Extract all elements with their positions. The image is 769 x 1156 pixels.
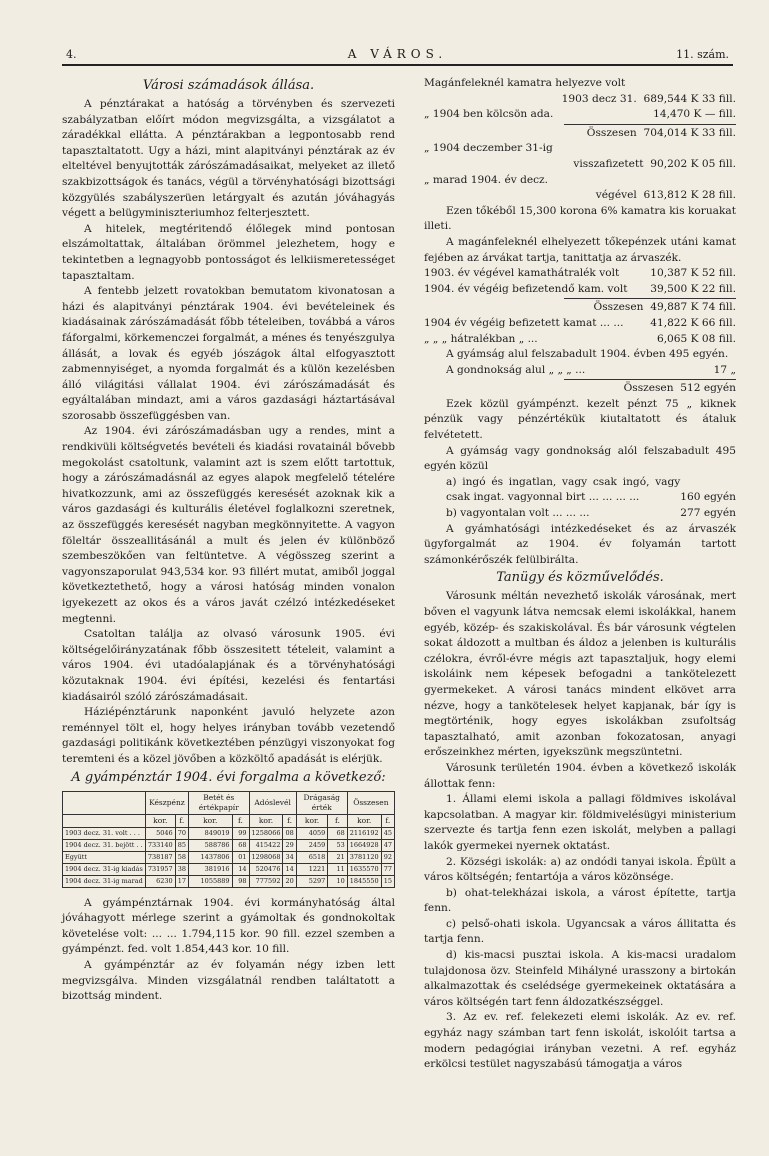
table-cell: 38 bbox=[175, 863, 188, 875]
table-cell: 15 bbox=[381, 875, 394, 887]
row-label: 1904 decz. 31-ig marad bbox=[63, 875, 146, 887]
sum-rule bbox=[564, 124, 736, 125]
paragraph: A pénztárakat a hatóság a törvényben és szervezeti szabályzatban előírt módon megvizsgálta, a vizsgálatot a záradékkal ellátta. A pénztárakban a legpontosabb rend tapasztaltatott. Ugy a házi, mint alapitványi pénztárak az év elteltével benyujtották zárószámadásaikat, melyeket az illető szakbizottságok és tanács, végül a törvényhatósági bizottsági közgyülés szabályszerüen letárgyalt és azután jóváhagyás végett a belügyminiszteriumhoz felterjesztett. bbox=[62, 98, 395, 220]
row-label: Együtt bbox=[63, 851, 146, 863]
table-row bbox=[63, 839, 395, 851]
ledger-amount: 41,822 K 66 fill. bbox=[650, 316, 736, 329]
ledger-line bbox=[424, 266, 736, 282]
row-label: 1903 decz. 31. volt . . . bbox=[63, 827, 146, 839]
table-row bbox=[63, 875, 395, 887]
table-cell: 53 bbox=[328, 839, 347, 851]
table-cell: 1437806 bbox=[188, 851, 232, 863]
paragraph: A gyámpénztárnak 1904. évi kormányhatóság által jóváhagyott mérlege szerint a gyámoltak és gondnokoltak követelése volt: ... ... 1.794,115 kor. 90 fill. ezzel szemben a gyámpénzt. fed. volt 1.854,443 kor. 10 fill. bbox=[62, 896, 395, 956]
ledger-label: Összesen bbox=[593, 301, 644, 314]
table-cell: 1258066 bbox=[249, 827, 283, 839]
unit-header: kor. bbox=[249, 814, 283, 827]
table-cell: 98 bbox=[232, 875, 249, 887]
school-entry: 2. Községi iskolák: a) az ondódi tanyai iskola. Épült a város költségén; fentartója a város közönsége. bbox=[424, 855, 736, 884]
table-row bbox=[63, 863, 395, 875]
table-cell: 733140 bbox=[145, 839, 175, 851]
ledger-label: 1903 decz 31. bbox=[561, 92, 637, 105]
table-cell: 6518 bbox=[296, 851, 328, 863]
table-cell: 1298068 bbox=[249, 851, 283, 863]
paragraph: Ezek közül gyámpénzt. kezelt pénzt 75 „ kiknek pénzük vagy pénzértékük kiutaltatott és átaluk felvétetett. bbox=[424, 397, 736, 442]
table-cell: 92 bbox=[381, 851, 394, 863]
paragraph: A magánfeleknél elhelyezett tőkepénzek utáni kamat fejében az árvákat tartja, tanittatja az árvaszék. bbox=[424, 235, 736, 264]
table-cell: 1221 bbox=[296, 863, 328, 875]
table-cell: 777592 bbox=[249, 875, 283, 887]
list-item bbox=[424, 506, 736, 522]
unit-header: f. bbox=[232, 814, 249, 827]
table-cell: 17 bbox=[175, 875, 188, 887]
table-cell: 1635570 bbox=[347, 863, 381, 875]
table-header: Összesen bbox=[347, 791, 394, 814]
ledger-line bbox=[424, 92, 736, 108]
paragraph: Városunk területén 1904. évben a következő iskolák állottak fenn: bbox=[424, 761, 736, 790]
ledger-line bbox=[424, 107, 736, 123]
ledger-line bbox=[424, 126, 736, 142]
ledger-label: 1904. év végéig befizetendő kam. volt bbox=[424, 282, 628, 295]
table-cell: 14 bbox=[283, 863, 296, 875]
unit-header: f. bbox=[283, 814, 296, 827]
right-column bbox=[424, 76, 736, 1073]
table-cell: 20 bbox=[283, 875, 296, 887]
row-label: 1904 decz. 31-ig kiadás bbox=[63, 863, 146, 875]
table-cell: 381916 bbox=[188, 863, 232, 875]
paragraph: Háziépénztárunk naponként javuló helyzete azon reménnyel tölt el, hogy helyes irányban tovább vezetendő gazdasági politikánk következtében pénzügyi viszonyokat fog teremteni és a közel jövőben a közköltő apadását is elérjük. bbox=[62, 706, 395, 765]
table-cell: 68 bbox=[328, 827, 347, 839]
table-cell: 5297 bbox=[296, 875, 328, 887]
ledger-amount: 49,887 K 74 fill. bbox=[650, 301, 736, 314]
table-cell: 01 bbox=[232, 851, 249, 863]
paragraph: A gyámhatósági intézkedéseket és az árvaszék ügyforgalmát az 1904. év folyamán tartott számonkérőszék felülbirálta. bbox=[424, 522, 736, 566]
table-cell: 70 bbox=[175, 827, 188, 839]
table-cell: 47 bbox=[381, 839, 394, 851]
ledger-label: Összesen bbox=[623, 382, 674, 395]
paragraph: A hitelek, megtéritendő élőlegek mind pontosan elszámoltattak, általában örömmel jelezhetem, hogy e tekintetben a legnagyobb pontosságot és lelkiismeretességet tapasztaltam. bbox=[62, 222, 395, 282]
table-cell: 1845550 bbox=[347, 875, 381, 887]
ledger-label: végével bbox=[595, 189, 637, 202]
ledger-amount: 689,544 K 33 fill. bbox=[643, 92, 736, 105]
unit-header: f. bbox=[175, 814, 188, 827]
unit-header: kor. bbox=[296, 814, 328, 827]
table-row bbox=[63, 851, 395, 863]
issue-number: 11. szám. bbox=[676, 48, 729, 61]
unit-header: f. bbox=[381, 814, 394, 827]
ledger-amount: 39,500 K 22 fill. bbox=[650, 282, 736, 295]
ledger-amount: 90,202 K 05 fill. bbox=[650, 157, 736, 170]
ledger-amount: 704,014 K 33 fill. bbox=[643, 126, 736, 139]
ledger-line bbox=[424, 381, 736, 397]
ledger-label: „ 1904 ben kölcsön ada. bbox=[424, 108, 554, 121]
guardianship-fund-table bbox=[62, 791, 395, 888]
ledger-amount: 17 „ bbox=[713, 363, 736, 376]
table-cell: 3781120 bbox=[347, 851, 381, 863]
section-heading-accounts: Városi számadások állása. bbox=[142, 78, 315, 93]
school-entry: b) ohat-telekházai iskola, a várost építette, tartja fenn. bbox=[424, 886, 736, 915]
sum-rule bbox=[564, 379, 736, 380]
table-cell: 5046 bbox=[145, 827, 175, 839]
table-cell: 29 bbox=[283, 839, 296, 851]
table-cell: 4059 bbox=[296, 827, 328, 839]
ledger-line bbox=[424, 316, 736, 332]
table-header: Betét és értékpapír bbox=[188, 791, 249, 814]
table-cell: 588786 bbox=[188, 839, 232, 851]
page-number: 4. bbox=[66, 48, 77, 61]
table-cell: 77 bbox=[381, 863, 394, 875]
table-header: Adóslevél bbox=[249, 791, 296, 814]
list-item-label: b) vagyontalan volt ... ... ... bbox=[446, 507, 590, 520]
table-cell: 58 bbox=[175, 851, 188, 863]
sum-rule bbox=[564, 298, 736, 299]
text-line: „ 1904 deczember 31-ig bbox=[424, 142, 553, 155]
ledger-label: 1904 év végéig befizetett kamat ... ... bbox=[424, 316, 624, 329]
table-corner bbox=[63, 814, 146, 827]
table-cell: 45 bbox=[381, 827, 394, 839]
unit-header: kor. bbox=[347, 814, 381, 827]
table-cell: 14 bbox=[232, 863, 249, 875]
ledger-line bbox=[424, 188, 736, 204]
table-cell: 21 bbox=[328, 851, 347, 863]
table-cell: 08 bbox=[283, 827, 296, 839]
unit-header: f. bbox=[328, 814, 347, 827]
paragraph: A fentebb jelzett rovatokban bemutatom kivonatosan a házi és alapitványi pénztárak 1904. évi bevételeinek és kiadásainak zárószámadását főbb tételeiben, továbbá a város fáforgalmi, körkemenczei forgalmát, a ménes és tenyészgulya állását, a lovak és egyéb jószágok által elfogyasztott zabmennyiséget, a nyomda forgalmát és a külön kezelésben álló világitási vállalat 1904. évi zárószámadását és egyáltalában mindazt, ami a város gazdasági háztartásával szorosabb összefüggésben van. bbox=[62, 285, 395, 422]
table-cell: 1664928 bbox=[347, 839, 381, 851]
table-body bbox=[63, 827, 395, 887]
table-cell: 11 bbox=[328, 863, 347, 875]
ledger-amount: 14,470 K — fill. bbox=[653, 108, 736, 121]
list-item-amount: 160 egyén bbox=[680, 491, 736, 504]
table-cell: 34 bbox=[283, 851, 296, 863]
table-cell: 2116192 bbox=[347, 827, 381, 839]
school-entry: c) pelső-ohati iskola. Ugyancsak a város állitatta és tartja fenn. bbox=[424, 917, 736, 946]
text-line: A gyámság alul felszabadult 1904. évben 495 egyén. bbox=[446, 348, 729, 361]
ledger-line bbox=[424, 332, 736, 348]
ledger-amount: 613,812 K 28 fill. bbox=[643, 189, 736, 202]
school-entry: d) kis-macsi pusztai iskola. A kis-macsi uradalom tulajdonosa özv. Steinfeld Mihályné urasszony a birtokán alkalmazottak és cselédsége gyermekeinek oktatására a város költségén tart fenn áldozatkészséggel. bbox=[424, 949, 736, 1008]
row-label: 1904 decz. 31. bejött . . bbox=[63, 839, 146, 851]
ledger-line bbox=[424, 300, 736, 316]
ledger-label: A gondnokság alul „ „ „ ... bbox=[446, 363, 586, 376]
table-cell: 415422 bbox=[249, 839, 283, 851]
section-heading-guardianship: A gyámpénztár 1904. évi forgalma a következő: bbox=[71, 769, 386, 785]
paragraph: A gyámpénztár az év folyamán négy izben lett megvizsgálva. Minden vizsgálatnál rendben találtatott a bizottság mindent. bbox=[62, 958, 395, 1003]
ledger-label: Összesen bbox=[586, 126, 637, 139]
newspaper-title: A VÁROS. bbox=[347, 47, 448, 61]
ledger-label: „ „ „ hátralékban „ ... bbox=[424, 332, 538, 345]
table-cell: 10 bbox=[328, 875, 347, 887]
list-item-amount: 277 egyén bbox=[680, 507, 736, 520]
paragraph: Ezen tőkéből 15,300 korona 6% kamatra kis koruakat illeti. bbox=[424, 204, 736, 233]
table-header: Készpénz bbox=[145, 791, 188, 814]
table-cell: 6230 bbox=[145, 875, 175, 887]
paragraph: Csatoltan találja az olvasó városunk 1905. évi költségelőirányzatának főbb összesitett tételeit, valamint a város 1904. évi utadóalapjának és a törvényhatósági közutaknak 1904. évi építési, kezelési és fentartási kiadásairól szóló zárószámadásait. bbox=[62, 628, 395, 703]
paragraph: A gyámság vagy gondnokság alól felszabadult 495 egyén közül bbox=[424, 444, 736, 473]
section-heading-education: Tanügy és közművelődés. bbox=[496, 570, 664, 586]
ledger-amount: 6,065 K 08 fill. bbox=[656, 332, 736, 345]
ledger-amount: 512 egyén bbox=[680, 382, 736, 395]
table-cell: 520476 bbox=[249, 863, 283, 875]
table-cell: 2459 bbox=[296, 839, 328, 851]
table-cell: 68 bbox=[232, 839, 249, 851]
list-item bbox=[424, 475, 736, 506]
table-cell: 738187 bbox=[145, 851, 175, 863]
table-corner bbox=[63, 791, 146, 814]
text-line: Magánfeleknél kamatra helyezve volt bbox=[424, 77, 626, 89]
unit-header: kor. bbox=[188, 814, 232, 827]
table-cell: 849019 bbox=[188, 827, 232, 839]
ledger-label: visszafizetett bbox=[573, 157, 644, 170]
table-header: Drágaság érték bbox=[296, 791, 347, 814]
ledger-label: 1903. év végével kamathátralék volt bbox=[424, 267, 620, 280]
paragraph: Az 1904. évi zárószámadásban ugy a rendes, mint a rendkivüli költségvetés bevételi és kiadási rovatainál bővebb megokolást csatoltunk, valamint azt is szem előtt tartottuk, hogy a zárószámadásnál az egyes alapok megfelelő tételére hivatkozzunk, ami az összefüggés keresését azoknak kik a város gazdasági és kulturális életével foglalkozni szeretnek, az összefüggés keresését nagyban megkönnyitette. A vagyon föleltár összeallitásánál a mult és jelen év különböző szembeszökően van feltüntetve. A végösszeg szerint a vagyonszaporulat 943,534 kor. 93 fillért mutat, amiből joggal következtethető, hogy a városi hatóság minden vonalon igyekezett az okos és a város javát czélzó intézkedéseket megtenni. bbox=[62, 425, 395, 625]
ledger-line bbox=[424, 282, 736, 298]
left-column bbox=[62, 76, 395, 1005]
unit-header: kor. bbox=[145, 814, 175, 827]
table-cell: 85 bbox=[175, 839, 188, 851]
table-row bbox=[63, 827, 395, 839]
table-cell: 99 bbox=[232, 827, 249, 839]
page-header bbox=[62, 44, 733, 66]
list-item-label: a) ingó és ingatlan, vagy csak ingó, vagy csak ingat. vagyonnal birt ... ... ... ... bbox=[446, 475, 681, 504]
table-cell: 731957 bbox=[145, 863, 175, 875]
school-entry: 1. Állami elemi iskola a pallagi földmives iskolával kapcsolatban. A magyar kir. földmivelésügyi ministerium szervezte és tartja fenn ezen iskolát, melyben a pallagi lakók gyermekei nyernek oktatást. bbox=[424, 793, 736, 852]
ledger-line bbox=[424, 363, 736, 379]
paragraph: Városunk méltán nevezhető iskolák városának, mert bőven el vagyunk látva nemcsak elemi iskolákkal, hanem egyéb, közép- és szakiskolával. És bár városunk végtelen sokat áldozott a multban és áldoz a jelenben is kulturális czélokra, évről-évre mégis azt tapasztaljuk, hogy elemi iskoláink nem képesek befogadni a tankötelezett gyermekeket. A városi tanács mindent elkövet arra nézve, hogy a tankötelesek helyet kapjanak, bár így is megtörténik, hogy egyes iskolákban zsufoltság tapasztalható, amit azonban fokozatosan, anyagi erőszeinkhez mérten, igyekszünk megszüntetni. bbox=[424, 590, 736, 759]
ledger-amount: 10,387 K 52 fill. bbox=[650, 267, 736, 280]
text-line: „ marad 1904. év decz. bbox=[424, 173, 548, 186]
ledger-line bbox=[424, 157, 736, 173]
school-entry: 3. Az ev. ref. felekezeti elemi iskolák. Az ev. ref. egyház nagy számban tart fenn iskolát, iskolóit tartsa a modern pedagógiai irányban vezetni. A ref. egyház erkölcsi testület nagyszabású támogatja a város bbox=[424, 1011, 736, 1071]
table-cell: 1055889 bbox=[188, 875, 232, 887]
